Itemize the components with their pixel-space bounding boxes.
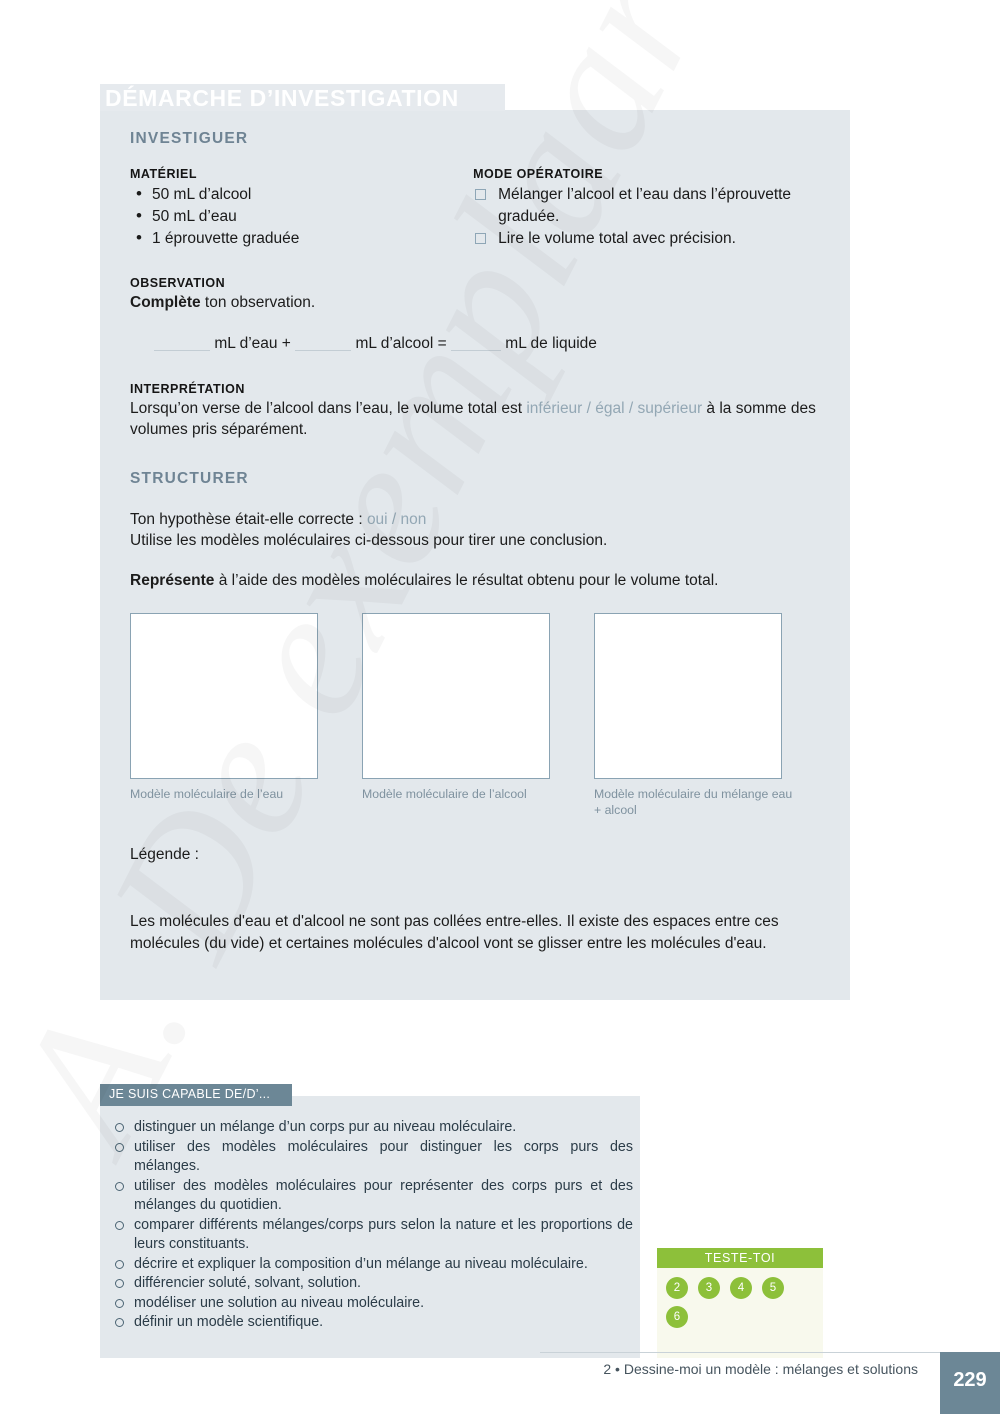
interpretation-block [130,382,826,440]
hypothesis-label: Ton hypothèse était-elle correcte : [130,511,367,528]
drawing-box-water[interactable] [130,613,318,779]
page-number-badge: 229 [940,1352,1000,1414]
page-title: DÉMARCHE D’INVESTIGATION [105,85,459,111]
list-item[interactable] [113,1138,633,1177]
list-item[interactable] [113,1177,633,1216]
capable-tab [100,1084,292,1106]
list-item[interactable] [113,1313,633,1333]
section-heading-investiguer: INVESTIGUER [130,130,249,147]
list-item-label: utiliser des modèles moléculaires pour représenter des corps purs et des mélanges du quotidien. [134,1177,633,1213]
list-item-label: décrire et expliquer la composition d’un mélange au niveau moléculaire. [134,1255,588,1272]
page-title-band [100,84,505,111]
materiel-column [130,167,473,250]
exercise-number-badge[interactable]: 5 [762,1277,784,1299]
legend-label: Légende : [130,846,199,863]
interpretation-text-after: à la somme des volumes pris séparément. [130,400,816,438]
model-box-cell-alcohol [362,613,594,818]
teste-toi-title: TESTE-TOI [657,1248,823,1268]
exercise-number-badge[interactable]: 6 [666,1306,688,1328]
circle-checkbox-icon[interactable] [115,1299,124,1308]
blank-field-water[interactable] [154,336,210,351]
equation-unit-2: mL d’alcool = [355,335,447,352]
drawing-box-caption: Modèle moléculaire de l’alcool [362,787,527,801]
section-heading-structurer: STRUCTURER [130,470,249,487]
mode-operatoire-list [473,184,826,250]
circle-checkbox-icon[interactable] [115,1123,124,1132]
hypothesis-line [130,509,826,530]
list-item-label: Lire le volume total avec précision. [498,230,736,247]
materiel-list [130,184,473,250]
list-item[interactable] [113,1255,633,1275]
exercise-number-badge[interactable]: 4 [730,1277,752,1299]
drawing-box-alcohol[interactable] [362,613,550,779]
exercise-number-badge[interactable]: 2 [666,1277,688,1299]
represente-bold: Représente [130,572,215,589]
capable-tab-label: JE SUIS CAPABLE DE/D’... [109,1087,271,1101]
list-item[interactable] [113,1118,633,1138]
molecular-model-boxes [130,613,826,818]
equation-unit-3: mL de liquide [505,335,597,352]
structurer-block [130,470,826,955]
list-item-label: Mélanger l’alcool et l’eau dans l’éprouvette graduée. [498,186,792,225]
interpretation-choices[interactable]: inférieur / égal / supérieur [526,400,703,417]
list-item[interactable] [113,1216,633,1255]
list-item-label: distinguer un mélange d’un corps pur au niveau moléculaire. [134,1119,517,1135]
investigation-panel [100,110,850,1000]
blank-field-alcohol[interactable] [295,336,351,351]
model-box-cell-mixture [594,613,826,818]
observation-prompt [130,292,826,313]
exercise-number-badge[interactable]: 3 [698,1277,720,1299]
list-item: • 1 éprouvette graduée [130,228,473,250]
circle-checkbox-icon[interactable] [115,1318,124,1327]
interpretation-text-before: Lorsqu’on verse de l’alcool dans l’eau, le volume total est [130,400,527,417]
observation-block [130,276,826,354]
checkbox-icon[interactable] [475,233,486,244]
mode-operatoire-heading: MODE OPÉRATOIRE [473,167,604,181]
circle-checkbox-icon[interactable] [115,1260,124,1269]
materiel-heading: MATÉRIEL [130,167,197,181]
circle-checkbox-icon[interactable] [115,1279,124,1288]
list-item[interactable] [473,228,826,250]
teste-toi-panel [657,1248,823,1358]
observation-prompt-bold: Complète [130,294,201,311]
interpretation-text [130,398,820,440]
list-item[interactable] [113,1294,633,1314]
structurer-instruction: Utilise les modèles moléculaires ci-dessous pour tirer une conclusion. [130,532,608,549]
footer-divider [540,1352,1000,1353]
drawing-box-caption: Modèle moléculaire du mélange eau + alcool [594,787,793,817]
circle-checkbox-icon[interactable] [115,1221,124,1230]
represente-line [130,570,826,591]
equation-unit-1: mL d’eau + [214,335,291,352]
checkbox-icon[interactable] [475,189,486,200]
drawing-box-caption: Modèle moléculaire de l’eau [130,787,284,801]
circle-checkbox-icon[interactable] [115,1143,124,1152]
observation-equation [130,333,826,354]
teste-toi-numbers [657,1268,823,1335]
list-item-label: modéliser une solution au niveau moléculaire. [134,1294,425,1311]
list-item[interactable] [473,184,826,228]
observation-prompt-rest: ton observation. [200,294,316,311]
capable-panel [100,1096,640,1358]
list-item-label: définir un modèle scientifique. [134,1314,324,1330]
list-item-label: comparer différents mélanges/corps purs selon la nature et les proportions de leurs constituants. [134,1216,633,1252]
list-item-label: utiliser des modèles moléculaires pour distinguer les corps purs des mélanges. [134,1138,633,1174]
hypothesis-choices[interactable]: oui / non [366,511,427,528]
capable-list [113,1118,633,1333]
list-item: • 50 mL d’eau [130,206,473,228]
blank-field-total[interactable] [451,336,501,351]
interpretation-heading: INTERPRÉTATION [130,382,245,396]
footer-chapter-label: 2 • Dessine-moi un modèle : mélanges et solutions [603,1361,918,1377]
represente-rest: à l’aide des modèles moléculaires le résultat obtenu pour le volume total. [214,572,719,589]
mode-operatoire-column [473,167,826,250]
circle-checkbox-icon[interactable] [115,1182,124,1191]
observation-heading: OBSERVATION [130,276,226,290]
list-item[interactable] [113,1274,633,1294]
drawing-box-mixture[interactable] [594,613,782,779]
list-item: • 50 mL d’alcool [130,184,473,206]
conclusion-text: Les molécules d'eau et d'alcool ne sont pas collées entre-elles. Il existe des espaces entre ces molécules (du vide) et certaines molécules d'alcool vont se glisser entre les molécules d'eau. [130,913,779,952]
list-item-label: différencier soluté, solvant, solution. [134,1275,362,1291]
model-box-cell-water [130,613,362,818]
